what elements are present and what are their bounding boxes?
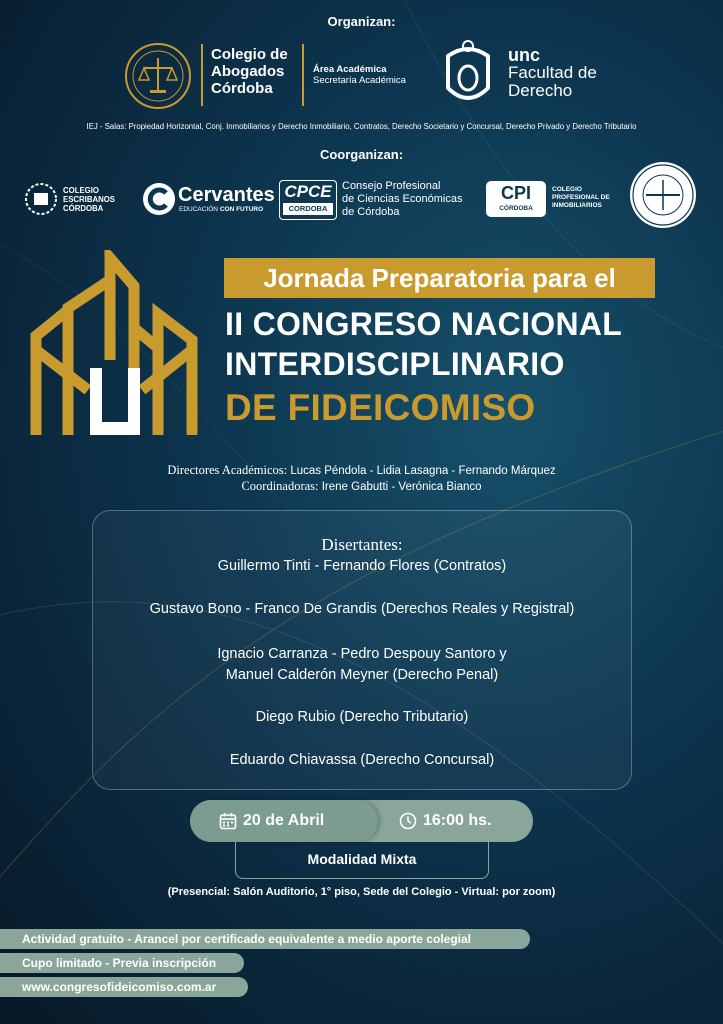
notariado-seal-icon: [628, 160, 698, 230]
cpi-line1: COLEGIO: [552, 186, 582, 193]
buildings-logo-icon: [30, 250, 198, 440]
disertante-item: Diego Rubio (Derecho Tributario): [255, 709, 469, 725]
directores-line: [0, 463, 723, 478]
cpce-city: CORDOBA: [283, 203, 333, 215]
escribanos-seal-icon: [24, 182, 58, 216]
footer-cupo: Cupo limitado - Previa inscripción: [0, 953, 244, 973]
event-banner: Jornada Preparatoria para el: [224, 258, 655, 298]
cpi-line2: PROFESIONAL DE: [552, 194, 610, 201]
escribanos-line3: CÓRDOBA: [63, 204, 104, 213]
unc-line1: Facultad de: [508, 63, 597, 82]
unc-line2: Derecho: [508, 81, 573, 100]
escribanos-name: [63, 186, 115, 213]
modalidad-label: Modalidad Mixta: [307, 851, 417, 867]
cab-line3: Córdoba: [211, 80, 273, 97]
event-title-line3: DE FIDEICOMISO: [225, 387, 536, 428]
cpce-line1: Consejo Profesional: [342, 180, 441, 192]
cervantes-logo-icon: [142, 182, 176, 216]
cervantes-tag-a: EDUCACIÓN: [179, 206, 219, 213]
cpi-name: [552, 186, 610, 210]
event-date: 20 de Abril: [243, 812, 325, 829]
cpce-logo: [279, 180, 337, 220]
cab-line1: Colegio de: [211, 46, 288, 63]
clock-icon: [399, 812, 417, 830]
disertante-item: Gustavo Bono - Franco De Grandis (Derechos Reales y Registral): [149, 601, 575, 617]
cervantes-tagline: [179, 206, 263, 213]
cpi-logo: [486, 181, 546, 217]
disertantes-title: Disertantes:: [321, 535, 403, 554]
event-title-line1: II CONGRESO NACIONAL: [225, 306, 623, 342]
divider: [201, 44, 203, 106]
cpce-line3: de Córdoba: [342, 206, 400, 218]
coorganizan-label: Coorganizan:: [319, 147, 404, 162]
footer-website-link[interactable]: www.congresofideicomiso.com.ar: [0, 977, 248, 997]
directores-label: Directores Académicos:: [167, 463, 288, 477]
area-sub: Secretaría Académica: [313, 75, 406, 86]
cpce-name: [342, 180, 462, 219]
event-title-line2: INTERDISCIPLINARIO: [225, 346, 565, 382]
disertante-item: Manuel Calderón Meyner (Derecho Penal): [225, 667, 499, 683]
calendar-icon: [219, 812, 237, 830]
coordinadoras-label: Coordinadoras:: [241, 479, 319, 493]
coordinadoras-names: Irene Gabutti - Verónica Bianco: [321, 481, 482, 493]
unc-facultad: [508, 46, 597, 100]
unc-short: unc: [508, 45, 541, 65]
disertante-item: Eduardo Chiavassa (Derecho Concursal): [229, 752, 495, 768]
organizan-label: Organizan:: [327, 14, 396, 29]
unc-shield-icon: [442, 38, 494, 110]
footer-gratuito: Actividad gratuito - Arancel por certificado equivalente a medio aporte colegial: [0, 929, 530, 949]
area-title: Área Académica: [313, 64, 387, 75]
escribanos-line2: ESCRIBANOS: [63, 195, 115, 204]
disertante-item: Ignacio Carranza - Pedro Despouy Santoro y: [217, 646, 507, 662]
disertante-item: Guillermo Tinti - Fernando Flores (Contratos): [217, 558, 507, 574]
cpce-abbr: CPCE: [284, 182, 332, 201]
cab-line2: Abogados: [211, 63, 285, 80]
directores-names: Lucas Péndola - Lidia Lasagna - Fernando Márquez: [290, 465, 556, 477]
cpi-city: CÓRDOBA: [499, 205, 533, 212]
cpi-abbr: CPI: [500, 183, 531, 203]
cpce-line2: de Ciencias Económicas: [342, 193, 463, 205]
escribanos-line1: COLEGIO: [63, 186, 99, 195]
cpi-line3: INMOBILIARIOS: [552, 202, 602, 209]
colegio-abogados-name: [211, 46, 288, 97]
coordinadoras-line: [0, 479, 723, 494]
divider: [302, 44, 304, 106]
colegio-abogados-seal-icon: [124, 42, 192, 110]
area-academica: [313, 64, 406, 86]
cervantes-tag-b: CON FUTURO: [219, 206, 264, 213]
event-time: 16:00 hs.: [423, 812, 492, 829]
iej-salas-line: IEJ - Salas: Propiedad Horizontal, Conj. Inmobiliarios y Derecho Inmobiliario, Contratos, Derecho Societario y Concursal, Derecho Privado y Derecho Tributario: [86, 122, 637, 131]
presencial-info: (Presencial: Salón Auditorio, 1° piso, Sede del Colegio - Virtual: por zoom): [167, 886, 556, 898]
cervantes-name: Cervantes: [178, 184, 275, 206]
